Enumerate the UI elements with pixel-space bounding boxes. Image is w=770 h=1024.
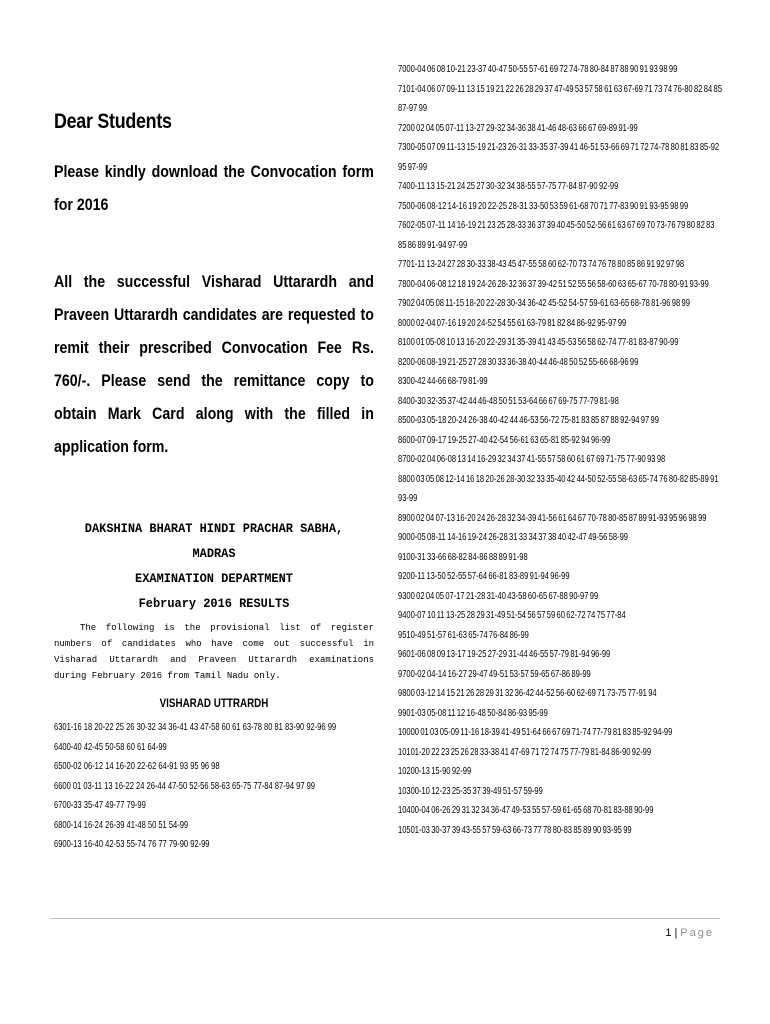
- page-footer: [665, 927, 714, 939]
- list-item: 10300-10 12-23 25-35 37 39-49 51-57 59-99: [398, 785, 543, 797]
- list-item: 9200-11 13-50 52-55 57-64 66-81 83-89 91-94 96-99: [398, 571, 570, 582]
- org-name: DAKSHINA BHARAT HINDI PRACHAR SABHA, MADRAS: [84, 521, 344, 561]
- list-item: 9510-49 51-57 61-63 65-74 76-84 86-99: [398, 629, 529, 641]
- list-item: 10400-04 06-26 29 31 32 34 36-47 49-53 55 57-59 61-65 68 70-81 83-88 90-99: [398, 805, 654, 816]
- list-item: 8300-42 44-66 68-79 81-99: [398, 376, 488, 387]
- notice-heading: Dear Students: [54, 110, 172, 133]
- list-item: 9700-02 04-14 16-27 29-47 49-51 53-57 59-65 67-86 89-99: [398, 668, 591, 680]
- list-item: 8900 02 04 07-13 16-20 24 26-28 32 34-39 41-56 61 64 67 70-78 80-85 87 89 91-93 95 96 98 99: [398, 512, 707, 524]
- register-number-list-left: [54, 718, 374, 855]
- department-name: EXAMINATION DEPARTMENT: [135, 571, 293, 586]
- list-item: 9000-05 08-11 14-16 19-24 26-28 31 33 34 37 38 40 42-47 49-56 58-99: [398, 532, 629, 543]
- list-item: 6400-40 42-45 50-58 60 61 64-99: [54, 741, 167, 753]
- list-item: 7800-04 06-08 12 18 19 24-26 28-32 36 37 39-42 51 52 55 56 58-60 63 65-67 70-78 80-91 93-99: [398, 278, 709, 290]
- list-item: 9901-03 05-08 11 12 16-48 50-84 86-93 95-99: [398, 707, 548, 719]
- list-item: 9100-31 33-66 68-82 84-86 88 89 91-98: [398, 551, 528, 563]
- list-item: 6600 01 03-11 13 16-22 24 26-44 47-50 52-56 58-63 65-75 77-84 87-94 97 99: [54, 780, 316, 792]
- list-item: 9800 03-12 14 15 21 26 28 29 31 32 36-42 44-52 56-60 62-69 71 73-75 77-91 94: [398, 688, 657, 699]
- list-item: 6301-16 18 20-22 25 26 30-32 34 36-41 43 47-58 60 61 63-78 80 81 83-90 92-96 99: [54, 722, 337, 733]
- list-item: 7602-05 07-11 14 16-19 21 23 25 28-33 36 37 39 40 45-50 52-56 61 63 67 69 70 73-76 79 80 82 83 85 86 89 91-94 97-99: [398, 220, 715, 251]
- list-item: 7400-11 13 15-21 24 25 27 30-32 34 38-55 57-75 77-84 87-90 92-99: [398, 181, 619, 192]
- list-item: 7701-11 13-24 27 28 30-33 38-43 45 47-55 58 60 62-70 73 74 76 78 80 85 86 91 92 97 98: [398, 259, 685, 270]
- list-item: 8100 01 05-08 10 13 16-20 22-29 31 35-39 41 43 45-53 56 58 62-74 77-81 83-87 90-99: [398, 337, 679, 348]
- list-item: 9601-06 08 09 13-17 19-25 27-29 31-44 46-55 57-79 81-94 96-99: [398, 649, 611, 660]
- page-label: Page: [680, 927, 714, 939]
- list-item: 7500-06 08-12 14-16 19 20 22-25 28-31 33-50 53 59 61-68 70 71 77-83 90 91 93-95 98 99: [398, 200, 689, 212]
- list-item: 6900-13 16-40 42-53 55-74 76 77 79-90 92-99: [54, 839, 210, 850]
- list-item: 7000-04 06 08 10-21 23-37 40-47 50-55 57-61 69 72 74-78 80-84 87 88 90 91 93 98 99: [398, 64, 678, 75]
- list-item: 7200 02 04 05 07-11 13-27 29-32 34-36 38 41-46 48-63 66 67 69-89 91-99: [398, 122, 638, 134]
- footer-separator: |: [674, 927, 678, 939]
- convocation-fee-notice: All the successful Visharad Uttarardh and Praveen Uttarardh candidates are requested to remit their prescribed Convocation Fee Rs. 760/-. Please send the remittance copy to obtain Mark Card along with the filled in application form.: [54, 273, 374, 456]
- footer-divider: [50, 918, 720, 919]
- list-item: 7101-04 06 07 09-11 13 15 19 21 22 26 28 29 37 47-49 53 57 58 61 63 67-69 71 73 74 76-80 82 84 85 87-97 99: [398, 83, 722, 114]
- results-title: February 2016 RESULTS: [138, 596, 290, 611]
- list-item: 10101-20 22 23 25 26 28 33-38 41 47-69 71 72 74 75 77-79 81-84 86-90 92-99: [398, 746, 652, 758]
- list-item: 8600-07 09-17 19-25 27-40 42-54 56-61 63 65-81 85-92 94 96-99: [398, 434, 611, 446]
- list-item: 8800 03 05 08 12-14 16 18 20-26 28-30 32 33 35-40 42 44-50 52-55 58-63 65-74 76 80-82 85-89 91 93-99: [398, 473, 719, 504]
- list-item: 10200-13 15-90 92-99: [398, 766, 472, 777]
- list-item: 6800-14 16-24 26-39 41-48 50 51 54-99: [54, 819, 189, 831]
- list-item: 8400-30 32-35 37-42 44 46-48 50 51 53-64 66 67 69-75 77-79 81-98: [398, 395, 619, 407]
- list-item: 7902 04 05 08 11-15 18-20 22-28 30-34 36-42 45-52 54-57 59-61 63-65 68-78 81-96 98 99: [398, 298, 690, 309]
- list-item: 9400-07 10 11 13-25 28 29 31-49 51-54 56 57 59 60 62-72 74 75 77-84: [398, 610, 626, 621]
- list-item: 6500-02 06-12 14 16-20 22-62 64-91 93 95 96 98: [54, 761, 220, 772]
- list-item: 8700-02 04 06-08 13 14 16-29 32 34 37 41-55 57 58 60 61 67 69 71-75 77-90 93 98: [398, 454, 666, 465]
- convocation-form-notice: Please kindly download the Convocation form for 2016: [54, 163, 374, 214]
- results-header: [67, 516, 361, 616]
- page-number: 1: [665, 927, 672, 939]
- list-item: 8200-06 08-19 21-25 27 28 30 33 36-38 40-44 46-48 50 52 55-66 68-96 99: [398, 356, 639, 368]
- section-title: VISHARAD UTTRARDH: [159, 696, 269, 710]
- list-item: 9300 02 04 05 07-17 21-28 31-40 43-58 60-65 67-88 90-97 99: [398, 590, 599, 602]
- right-column: [398, 60, 728, 840]
- results-intro: The following is the provisional list of register numbers of candidates who have come out successful in Visharad Uttarardh and Praveen Uttarardh examinations during February 2016 from Tamil Nadu only.: [54, 623, 374, 681]
- list-item: 7300-05 07 09 11-13 15-19 21-23 26-31 33-35 37-39 41 46-51 53-66 69 71 72 74-78 80 81 83 85-92 95 97-99: [398, 142, 720, 173]
- list-item: 6700-33 35-47 49-77 79-99: [54, 800, 146, 811]
- register-number-list-right: [398, 60, 728, 840]
- list-item: 10501-03 30-37 39 43-55 57 59-63 66-73 77 78 80-83 85 89 90 93-95 99: [398, 824, 632, 836]
- list-item: 8500-03 05-18 20-24 26-38 40-42 44 46-53 56-72 75-81 83 85 87 88 92-94 97 99: [398, 415, 659, 426]
- left-column: [54, 110, 374, 871]
- list-item: 10000 01 03 05-09 11-16 18-39 41-49 51-64 66 67 69 71-74 77-79 81 83 85-92 94-99: [398, 727, 673, 738]
- list-item: 8000 02-04 07-16 19 20 24-52 54 55 61 63-79 81 82 84 86-92 95-97 99: [398, 317, 627, 329]
